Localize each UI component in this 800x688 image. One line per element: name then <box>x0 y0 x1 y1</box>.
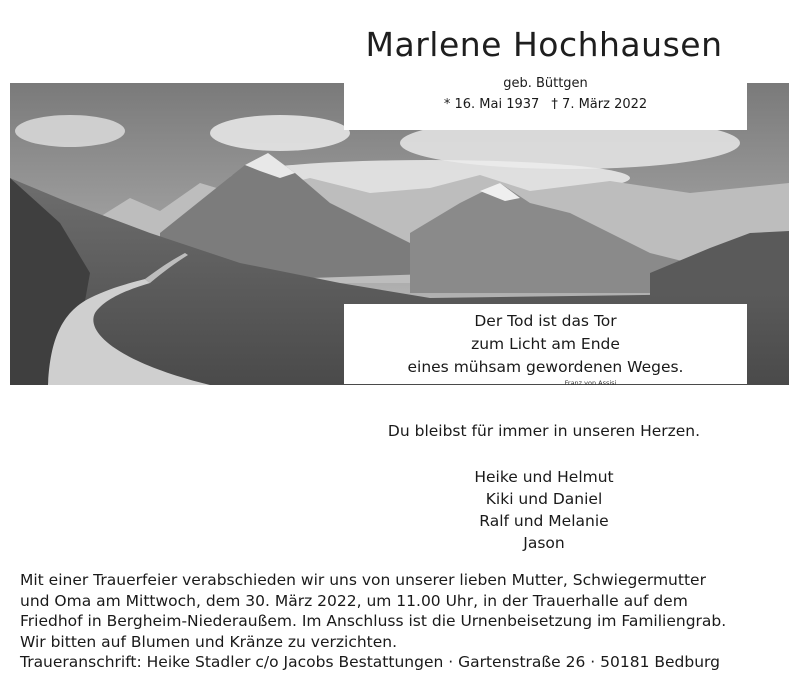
mourner-item: Jason <box>523 534 565 552</box>
quote-line: Der Tod ist das Tor <box>474 312 617 330</box>
quote-line: zum Licht am Ende <box>471 335 620 353</box>
notice-line: Wir bitten auf Blumen und Kränze zu verzichten. <box>20 632 398 651</box>
mourners-list <box>344 466 744 554</box>
mourner-item: Ralf und Melanie <box>479 512 609 530</box>
notice-address: Traueranschrift: Heike Stadler c/o Jacobs Bestattungen · Gartenstraße 26 · 50181 Bedburg <box>20 653 720 671</box>
funeral-notice <box>20 570 790 673</box>
quote-line: eines mühsam gewordenen Weges. <box>407 358 684 376</box>
mourner-item: Kiki und Daniel <box>485 490 603 508</box>
quote-author: Franz von Assisi <box>564 379 617 387</box>
birth-name: geb. Büttgen <box>503 76 588 91</box>
notice-line: Mit einer Trauerfeier verabschieden wir uns von unserer lieben Mutter, Schwiegermutter <box>20 571 706 589</box>
mourner-item: Heike und Helmut <box>474 468 614 486</box>
deceased-name: Marlene Hochhausen <box>365 25 723 64</box>
death-date: † 7. März 2022 <box>551 97 648 112</box>
life-dates <box>344 94 747 116</box>
birth-date: * 16. Mai 1937 <box>443 97 540 112</box>
farewell-text: Du bleibst für immer in unseren Herzen. <box>387 422 701 440</box>
birth-info-panel <box>344 70 747 130</box>
quote-panel <box>344 304 747 387</box>
notice-line: und Oma am Mittwoch, dem 30. März 2022, um 11.00 Uhr, in der Trauerhalle auf dem <box>20 591 688 610</box>
notice-line: Friedhof in Bergheim-Niederaußem. Im Anschluss ist die Urnenbeisetzung im Familiengrab. <box>20 612 727 630</box>
